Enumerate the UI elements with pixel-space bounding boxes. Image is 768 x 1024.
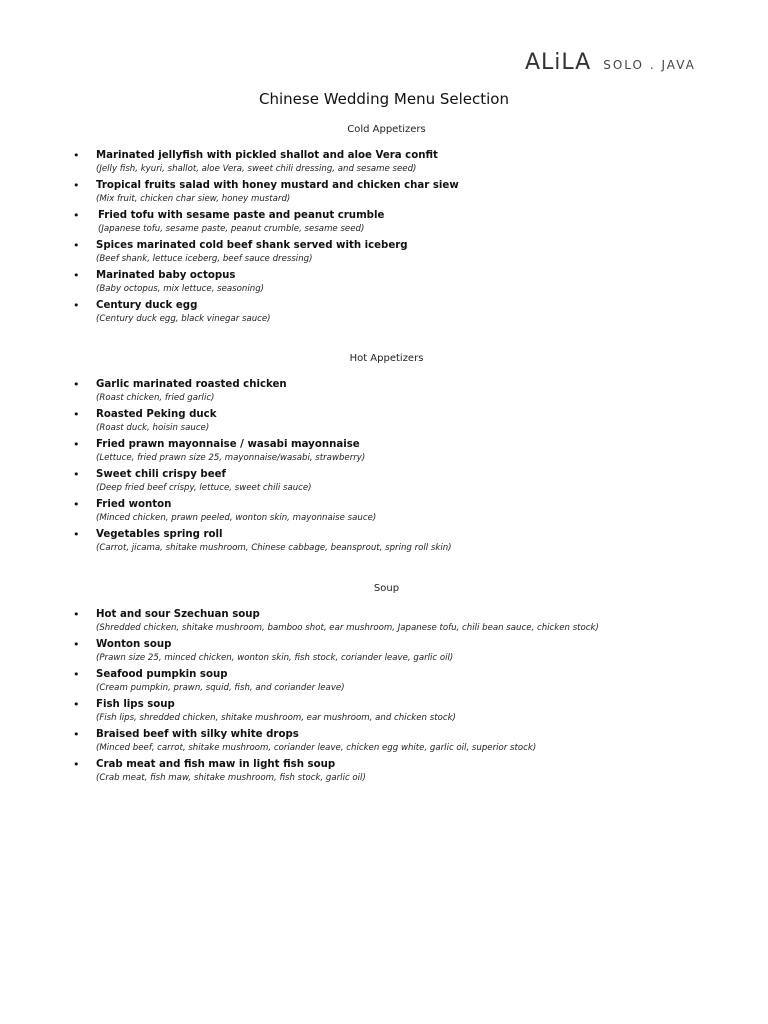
menu-item-description: (Lettuce, fried prawn size 25, mayonnaise/wasabi, strawberry) [96,453,366,463]
menu-item-name: Century duck egg [96,300,198,311]
menu-item-description: (Roast duck, hoisin sauce) [96,423,210,433]
menu-item-name: Fried prawn mayonnaise / wasabi mayonnaise [96,439,360,450]
menu-item-description: (Roast chicken, fried garlic) [96,393,215,403]
menu-item-description: (Deep fried beef crispy, lettuce, sweet chili sauce) [96,483,312,493]
menu-item-description: (Mix fruit, chicken char siew, honey mustard) [96,194,291,204]
bullet-icon: • [73,468,80,481]
menu-item-description: (Century duck egg, black vinegar sauce) [96,314,271,324]
bullet-icon: • [73,299,80,312]
menu-item-name: Spices marinated cold beef shank served with iceberg [96,240,408,251]
menu-item-description: (Prawn size 25, minced chicken, wonton skin, fish stock, coriander leave, garlic oil) [96,653,454,663]
menu-item-name: Marinated baby octopus [96,270,236,281]
section-heading-cold-appetizers: Cold Appetizers [347,124,426,135]
menu-item-name: Marinated jellyfish with pickled shallot and aloe Vera confit [96,150,438,161]
menu-item-name: Fried wonton [96,499,172,510]
menu-item-description: (Crab meat, fish maw, shitake mushroom, fish stock, garlic oil) [96,773,366,783]
section-heading-hot-appetizers: Hot Appetizers [349,353,424,364]
brand-logo [525,50,696,75]
bullet-icon: • [73,239,80,252]
menu-item-description: (Japanese tofu, sesame paste, peanut crumble, sesame seed) [98,224,365,234]
logo-location: SOLO . JAVA [603,58,696,72]
bullet-icon: • [73,378,80,391]
menu-item-name: Vegetables spring roll [96,529,223,540]
menu-item-name: Crab meat and fish maw in light fish soup [96,759,336,770]
bullet-icon: • [73,269,80,282]
bullet-icon: • [73,608,80,621]
bullet-icon: • [73,209,80,222]
menu-item-description: (Carrot, jicama, shitake mushroom, Chinese cabbage, beansprout, spring roll skin) [96,543,452,553]
menu-item-description: (Cream pumpkin, prawn, squid, fish, and coriander leave) [96,683,345,693]
bullet-icon: • [73,698,80,711]
menu-item-name: Roasted Peking duck [96,409,217,420]
page-title: Chinese Wedding Menu Selection [259,90,509,108]
section-heading-soup: Soup [373,583,400,594]
bullet-icon: • [73,149,80,162]
logo-mark: ALiLA [525,50,592,75]
bullet-icon: • [73,498,80,511]
bullet-icon: • [73,638,80,651]
bullet-icon: • [73,408,80,421]
menu-item-name: Fish lips soup [96,699,175,710]
menu-item-description: (Shredded chicken, shitake mushroom, bamboo shot, ear mushroom, Japanese tofu, chili bean sauce, chicken stock) [96,623,599,633]
menu-item-description: (Baby octopus, mix lettuce, seasoning) [96,284,265,294]
bullet-icon: • [73,528,80,541]
menu-item-name: Seafood pumpkin soup [96,669,228,680]
menu-item-name: Sweet chili crispy beef [96,469,226,480]
menu-item-description: (Minced beef, carrot, shitake mushroom, coriander leave, chicken egg white, garlic oil, superior stock) [96,743,537,753]
menu-item-name: Wonton soup [96,639,172,650]
bullet-icon: • [73,758,80,771]
menu-item-description: (Beef shank, lettuce iceberg, beef sauce dressing) [96,254,313,264]
menu-item-description: (Fish lips, shredded chicken, shitake mushroom, ear mushroom, and chicken stock) [96,713,456,723]
menu-item-name: Garlic marinated roasted chicken [96,379,287,390]
menu-item-name: Hot and sour Szechuan soup [96,609,260,620]
bullet-icon: • [73,179,80,192]
bullet-icon: • [73,668,80,681]
bullet-icon: • [73,728,80,741]
menu-item-description: (Jelly fish, kyuri, shallot, aloe Vera, sweet chili dressing, and sesame seed) [96,164,417,174]
bullet-icon: • [73,438,80,451]
menu-item-name: Fried tofu with sesame paste and peanut crumble [98,210,385,221]
menu-item-description: (Minced chicken, prawn peeled, wonton skin, mayonnaise sauce) [96,513,377,523]
menu-item-name: Braised beef with silky white drops [96,729,299,740]
menu-item-name: Tropical fruits salad with honey mustard and chicken char siew [96,180,459,191]
